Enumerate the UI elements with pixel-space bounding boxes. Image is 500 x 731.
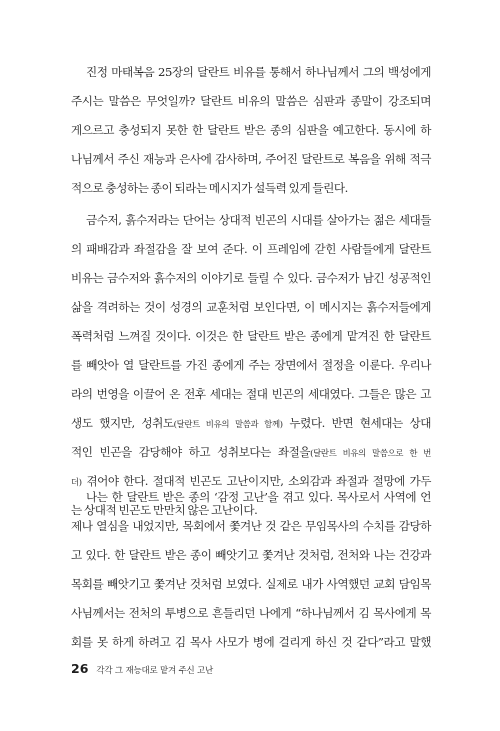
line-text: 사님께서는 전처의 투병으로 흔들리던 나에게 “하나님께서 김 목사에게 목 xyxy=(71,606,431,620)
paragraph-line xyxy=(71,264,431,293)
line-text: 는 상대적 빈곤도 만만치 않은 고난이다. xyxy=(71,503,258,517)
parenthetical-note: (달란트 비유의 말씀과 함께) xyxy=(173,419,283,429)
paragraph-line xyxy=(71,628,431,657)
paragraph-3 xyxy=(71,483,431,657)
paragraph-line xyxy=(71,438,431,467)
line-text: 비유는 금수저와 흙수저의 이야기로 들릴 수 있다. 금수저가 남긴 성공적인 xyxy=(71,271,431,285)
paragraph-line xyxy=(71,293,431,322)
line-text: 회를 못 하게 하려고 김 목사 사모가 병에 걸리게 하신 것 같다”라고 말했 xyxy=(71,635,431,649)
page-footer xyxy=(71,661,213,677)
line-text: 목회를 빼앗기고 쫓겨난 것처럼 보였다. 실제로 내가 사역했던 교회 담임목 xyxy=(71,577,431,591)
line-text: 제나 열심을 내었지만, 목회에서 쫓겨난 것 같은 무임목사의 수치를 감당하 xyxy=(71,519,431,533)
line-text: 의 패배감과 좌절감을 잘 보여 준다. 이 프레임에 갇힌 사람들에게 달란트 xyxy=(71,242,431,256)
line-text: 라의 번영을 이끌어 온 전후 세대는 절대 빈곤의 세대였다. 그들은 많은 고 xyxy=(71,387,431,401)
paragraph-line xyxy=(71,87,431,116)
line-text: 게으르고 충성되지 못한 한 달란트 받은 종의 심판을 예고한다. 동시에 하 xyxy=(71,123,431,137)
line-text: 나는 한 달란트 받은 종의 ‘감정 고난’을 겪고 있다. 목사로서 사역에 언 xyxy=(86,490,431,504)
page-number: 26 xyxy=(71,661,89,676)
paragraph-line xyxy=(71,380,431,409)
paragraph-2 xyxy=(71,206,431,525)
line-text: 삶을 격려하는 것이 성경의 교훈처럼 보인다면, 이 메시지는 흙수저들에게 xyxy=(71,300,431,314)
paragraph-line xyxy=(71,206,431,235)
paragraph-line xyxy=(71,58,431,87)
paragraph-line xyxy=(71,174,431,203)
paragraph-line xyxy=(71,116,431,145)
running-head: 각각 그 재능대로 맡겨 주신 고난 xyxy=(96,666,214,676)
paragraph-line xyxy=(71,541,431,570)
line-text: 폭력처럼 느껴질 것이다. 이것은 한 달란트 받은 종에게 맡겨진 한 달란트 xyxy=(71,329,431,343)
paragraph-line xyxy=(71,351,431,380)
paragraph-line xyxy=(71,322,431,351)
line-text: 적인 빈곤을 감당해야 하고 성취보다는 좌절을 xyxy=(71,445,311,459)
line-text: 를 빼앗아 열 달란트를 가진 종에게 주는 장면에서 절정을 이룬다. 우리나 xyxy=(71,358,431,372)
paragraph-line xyxy=(71,599,431,628)
paragraph-line xyxy=(71,145,431,174)
paragraph-line xyxy=(71,512,431,541)
line-text: 나님께서 주신 재능과 은사에 감사하며, 주어진 달란트로 복음을 위해 적극 xyxy=(71,152,431,166)
paragraph-line xyxy=(71,570,431,599)
paragraph-line xyxy=(71,483,431,512)
line-text: 진정 마태복음 25장의 달란트 비유를 통해서 하나님께서 그의 백성에게 xyxy=(86,65,431,79)
parenthetical-note: (달란트 비유의 말씀으로 한 번 xyxy=(310,448,432,458)
parenthetical-note: 더) xyxy=(71,477,82,487)
line-text: 생도 했지만, 성취도 xyxy=(71,416,174,430)
line-text: 겪어야 한다. 절대적 빈곤도 고난이지만, 소외감과 좌절과 절망에 가두 xyxy=(81,474,431,488)
line-text: 금수저, 흙수저라는 단어는 상대적 빈곤의 시대를 살아가는 젊은 세대들 xyxy=(86,213,431,227)
paragraph-line xyxy=(71,409,431,438)
paragraph-1 xyxy=(71,58,431,203)
line-text: 고 있다. 한 달란트 받은 종이 빼앗기고 쫓겨난 것처럼, 전처와 나는 건강과 xyxy=(71,548,431,562)
line-text: 적으로 충성하는 종이 되라는 메시지가 설득력 있게 들린다. xyxy=(71,181,348,195)
line-text: 주시는 말씀은 무엇일까? 달란트 비유의 말씀은 심판과 종말이 강조되며 xyxy=(71,94,431,108)
paragraph-line xyxy=(71,235,431,264)
line-text: 누렸다. 반면 현세대는 상대 xyxy=(282,416,431,430)
